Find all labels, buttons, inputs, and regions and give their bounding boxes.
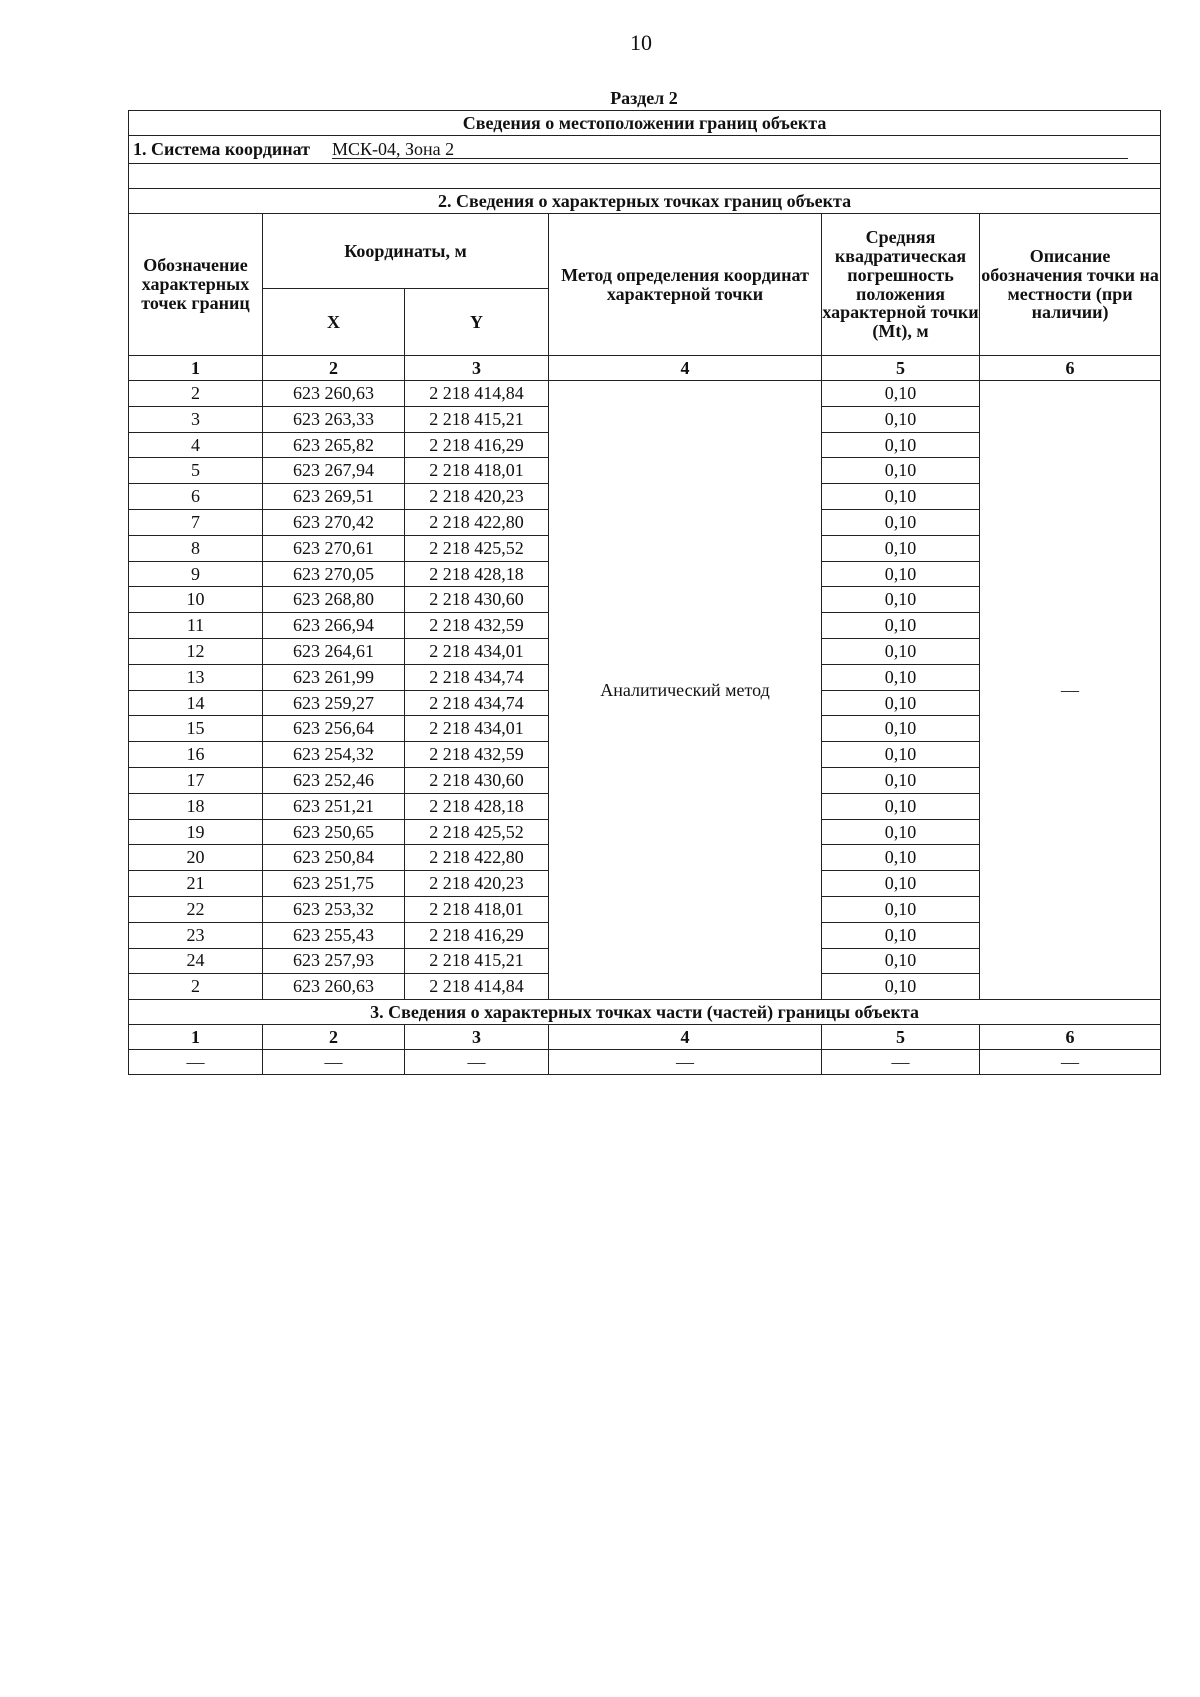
point-number: 10 (129, 587, 263, 613)
coord-x: 623 260,63 (263, 974, 405, 1000)
column-number: 4 (549, 356, 822, 381)
mt-value: 0,10 (822, 535, 980, 561)
point-number: 15 (129, 716, 263, 742)
mt-value: 0,10 (822, 381, 980, 407)
point-number: 24 (129, 948, 263, 974)
coord-x: 623 253,32 (263, 896, 405, 922)
boundary-table (128, 110, 1161, 1075)
coord-x: 623 267,94 (263, 458, 405, 484)
column-number: 1 (129, 356, 263, 381)
header-x: X (263, 289, 405, 356)
column-number: 2 (263, 1025, 405, 1050)
coord-x: 623 251,75 (263, 871, 405, 897)
column-number: 5 (822, 356, 980, 381)
coord-y: 2 218 415,21 (405, 948, 549, 974)
coord-y: 2 218 418,01 (405, 458, 549, 484)
table-title: Сведения о местоположении границ объекта (129, 111, 1161, 136)
coord-x: 623 256,64 (263, 716, 405, 742)
column-number: 5 (822, 1025, 980, 1050)
coord-y: 2 218 416,29 (405, 922, 549, 948)
point-number: 2 (129, 974, 263, 1000)
point-number: 13 (129, 664, 263, 690)
point-number: 20 (129, 845, 263, 871)
point-number: 14 (129, 690, 263, 716)
header-designation: Обозначение характерных точек границ (129, 214, 263, 356)
coord-x: 623 257,93 (263, 948, 405, 974)
point-number: 2 (129, 381, 263, 407)
mt-value: 0,10 (822, 974, 980, 1000)
point-number: 9 (129, 561, 263, 587)
coord-y: 2 218 418,01 (405, 896, 549, 922)
column-number: 4 (549, 1025, 822, 1050)
coord-x: 623 266,94 (263, 613, 405, 639)
blank-row (129, 164, 1161, 189)
coord-y: 2 218 422,80 (405, 845, 549, 871)
coord-y: 2 218 420,23 (405, 871, 549, 897)
coord-x: 623 264,61 (263, 638, 405, 664)
coord-y: 2 218 415,21 (405, 406, 549, 432)
coord-y: 2 218 432,59 (405, 742, 549, 768)
header-coords: Координаты, м (263, 214, 549, 289)
dash-cell: — (129, 1050, 263, 1075)
column-numbers-row (129, 356, 1161, 381)
column-number: 6 (980, 356, 1161, 381)
point-number: 21 (129, 871, 263, 897)
mt-value: 0,10 (822, 896, 980, 922)
coord-y: 2 218 434,01 (405, 716, 549, 742)
point-number: 4 (129, 432, 263, 458)
point-number: 8 (129, 535, 263, 561)
coord-y: 2 218 425,52 (405, 535, 549, 561)
coord-x: 623 261,99 (263, 664, 405, 690)
subsection3-title: 3. Сведения о характерных точках части (частей) границы объекта (129, 1000, 1161, 1025)
mt-value: 0,10 (822, 664, 980, 690)
point-number: 5 (129, 458, 263, 484)
point-number: 18 (129, 793, 263, 819)
column-number: 1 (129, 1025, 263, 1050)
dash-cell: — (405, 1050, 549, 1075)
coord-y: 2 218 425,52 (405, 819, 549, 845)
coord-y: 2 218 414,84 (405, 974, 549, 1000)
coord-x: 623 251,21 (263, 793, 405, 819)
subsection3-values-row (129, 1050, 1161, 1075)
table-row (129, 381, 1161, 407)
coord-y: 2 218 414,84 (405, 381, 549, 407)
coord-system-value: МСК-04, Зона 2 (332, 140, 1128, 160)
mt-value: 0,10 (822, 613, 980, 639)
mt-value: 0,10 (822, 638, 980, 664)
coord-y: 2 218 434,01 (405, 638, 549, 664)
mt-value: 0,10 (822, 793, 980, 819)
mt-value: 0,10 (822, 948, 980, 974)
point-number: 12 (129, 638, 263, 664)
coord-y: 2 218 430,60 (405, 767, 549, 793)
coord-y: 2 218 434,74 (405, 664, 549, 690)
coord-y: 2 218 428,18 (405, 561, 549, 587)
mt-value: 0,10 (822, 845, 980, 871)
coord-y: 2 218 432,59 (405, 613, 549, 639)
coord-x: 623 270,42 (263, 509, 405, 535)
subsection3-numbers-row (129, 1025, 1161, 1050)
point-number: 16 (129, 742, 263, 768)
header-y: Y (405, 289, 549, 356)
coord-x: 623 254,32 (263, 742, 405, 768)
coord-x: 623 270,61 (263, 535, 405, 561)
coord-system-label: 1. Система координат (133, 138, 310, 159)
point-number: 6 (129, 484, 263, 510)
coord-y: 2 218 434,74 (405, 690, 549, 716)
coord-x: 623 268,80 (263, 587, 405, 613)
mt-value: 0,10 (822, 432, 980, 458)
column-number: 3 (405, 1025, 549, 1050)
coord-x: 623 270,05 (263, 561, 405, 587)
page-number: 10 (630, 30, 652, 55)
description-cell: — (980, 381, 1161, 1000)
dash-cell: — (263, 1050, 405, 1075)
point-number: 17 (129, 767, 263, 793)
mt-value: 0,10 (822, 484, 980, 510)
coord-x: 623 263,33 (263, 406, 405, 432)
dash-cell: — (980, 1050, 1161, 1075)
mt-value: 0,10 (822, 406, 980, 432)
coord-x: 623 250,65 (263, 819, 405, 845)
mt-value: 0,10 (822, 819, 980, 845)
point-number: 19 (129, 819, 263, 845)
point-number: 23 (129, 922, 263, 948)
mt-value: 0,10 (822, 509, 980, 535)
mt-value: 0,10 (822, 767, 980, 793)
header-mt: Средняя квадратическая погрешность положения характерной точки (Mt), м (822, 214, 980, 356)
column-number: 6 (980, 1025, 1161, 1050)
coord-y: 2 218 416,29 (405, 432, 549, 458)
coord-x: 623 260,63 (263, 381, 405, 407)
point-number: 11 (129, 613, 263, 639)
column-number: 3 (405, 356, 549, 381)
coord-x: 623 252,46 (263, 767, 405, 793)
mt-value: 0,10 (822, 922, 980, 948)
point-number: 22 (129, 896, 263, 922)
subsection2-title: 2. Сведения о характерных точках границ объекта (129, 189, 1161, 214)
point-number: 7 (129, 509, 263, 535)
dash-cell: — (549, 1050, 822, 1075)
coord-y: 2 218 420,23 (405, 484, 549, 510)
section-title: Раздел 2 (610, 88, 678, 108)
coord-x: 623 269,51 (263, 484, 405, 510)
point-number: 3 (129, 406, 263, 432)
coord-y: 2 218 428,18 (405, 793, 549, 819)
mt-value: 0,10 (822, 871, 980, 897)
mt-value: 0,10 (822, 561, 980, 587)
coord-y: 2 218 430,60 (405, 587, 549, 613)
column-number: 2 (263, 356, 405, 381)
mt-value: 0,10 (822, 742, 980, 768)
mt-value: 0,10 (822, 716, 980, 742)
mt-value: 0,10 (822, 458, 980, 484)
coord-y: 2 218 422,80 (405, 509, 549, 535)
header-description: Описание обозначения точки на местности (при наличии) (980, 214, 1161, 356)
header-method: Метод определения координат характерной точки (549, 214, 822, 356)
mt-value: 0,10 (822, 690, 980, 716)
mt-value: 0,10 (822, 587, 980, 613)
coord-x: 623 265,82 (263, 432, 405, 458)
coord-x: 623 255,43 (263, 922, 405, 948)
coord-system-row (129, 136, 1161, 164)
coord-x: 623 250,84 (263, 845, 405, 871)
coord-x: 623 259,27 (263, 690, 405, 716)
dash-cell: — (822, 1050, 980, 1075)
method-cell: Аналитический метод (549, 381, 822, 1000)
